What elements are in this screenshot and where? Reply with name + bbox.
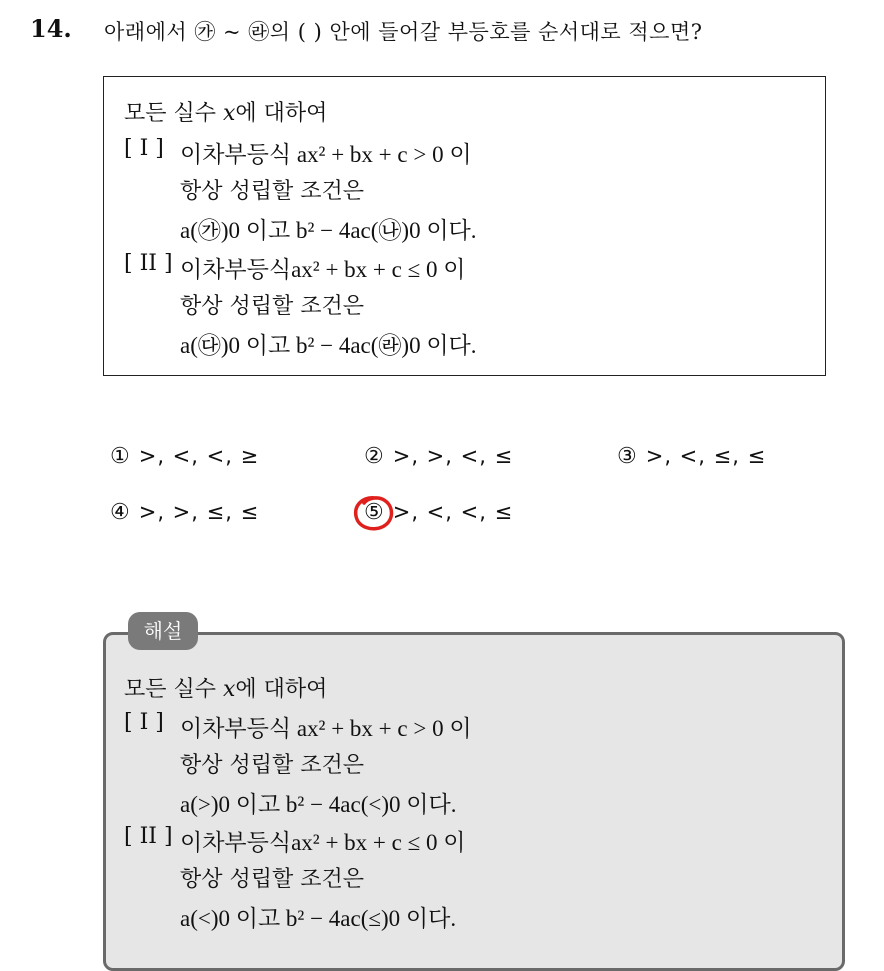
question-number: 14. [30, 14, 72, 43]
answer-ii-result: a(<)0 이고 b² − 4ac(≤)0 이다. [180, 906, 457, 931]
answer-ii-statement: 이차부등식ax² + bx + c ≤ 0 이 [180, 830, 466, 855]
choice-3-number: ③ [617, 444, 638, 469]
answer-i-statement: 이차부등식 ax² + bx + c > 0 이 [180, 716, 472, 741]
answer-ii-label: [ II ] [124, 824, 173, 849]
choice-1[interactable] [110, 444, 259, 469]
box-i-result: a(㉮)0 이고 b² − 4ac(㉯)0 이다. [180, 218, 477, 243]
choice-5-value: >, <, <, ≤ [392, 500, 514, 524]
answer-i-result: a(>)0 이고 b² − 4ac(<)0 이다. [180, 792, 457, 817]
answer-i-condition: 항상 성립할 조건은 [180, 753, 365, 778]
choice-2[interactable] [364, 444, 513, 469]
answer-intro: 모든 실수 𝑥에 대하여 [124, 677, 328, 702]
box-ii-label: [ II ] [124, 251, 173, 276]
choice-5-number: ⑤ [364, 500, 385, 525]
box-ii-statement: 이차부등식ax² + bx + c ≤ 0 이 [180, 257, 466, 282]
choice-4[interactable] [110, 500, 259, 525]
explanation-tag: 해설 [128, 612, 198, 650]
box-i-statement: 이차부등식 ax² + bx + c > 0 이 [180, 142, 472, 167]
box-ii-condition: 항상 성립할 조건은 [180, 294, 365, 319]
box-intro: 모든 실수 𝑥에 대하여 [124, 101, 328, 126]
answer-i-label: [ I ] [124, 710, 164, 735]
question-text: 아래에서 ㉮ ~ ㉱의 ( ) 안에 들어갈 부등호를 순서대로 적으면? [104, 20, 703, 44]
choice-1-value: >, <, <, ≥ [138, 444, 260, 468]
choice-2-value: >, >, <, ≤ [392, 444, 514, 468]
choice-3[interactable] [617, 444, 766, 469]
box-ii-result: a(㉰)0 이고 b² − 4ac(㉱)0 이다. [180, 333, 477, 358]
answer-ii-condition: 항상 성립할 조건은 [180, 867, 365, 892]
box-i-label: [ I ] [124, 136, 164, 161]
choice-4-value: >, >, ≤, ≤ [138, 500, 260, 524]
choice-4-number: ④ [110, 500, 131, 525]
box-i-condition: 항상 성립할 조건은 [180, 179, 365, 204]
choice-1-number: ① [110, 444, 131, 469]
choice-3-value: >, <, ≤, ≤ [645, 444, 767, 468]
choice-2-number: ② [364, 444, 385, 469]
selected-answer-mark-icon [352, 494, 396, 534]
